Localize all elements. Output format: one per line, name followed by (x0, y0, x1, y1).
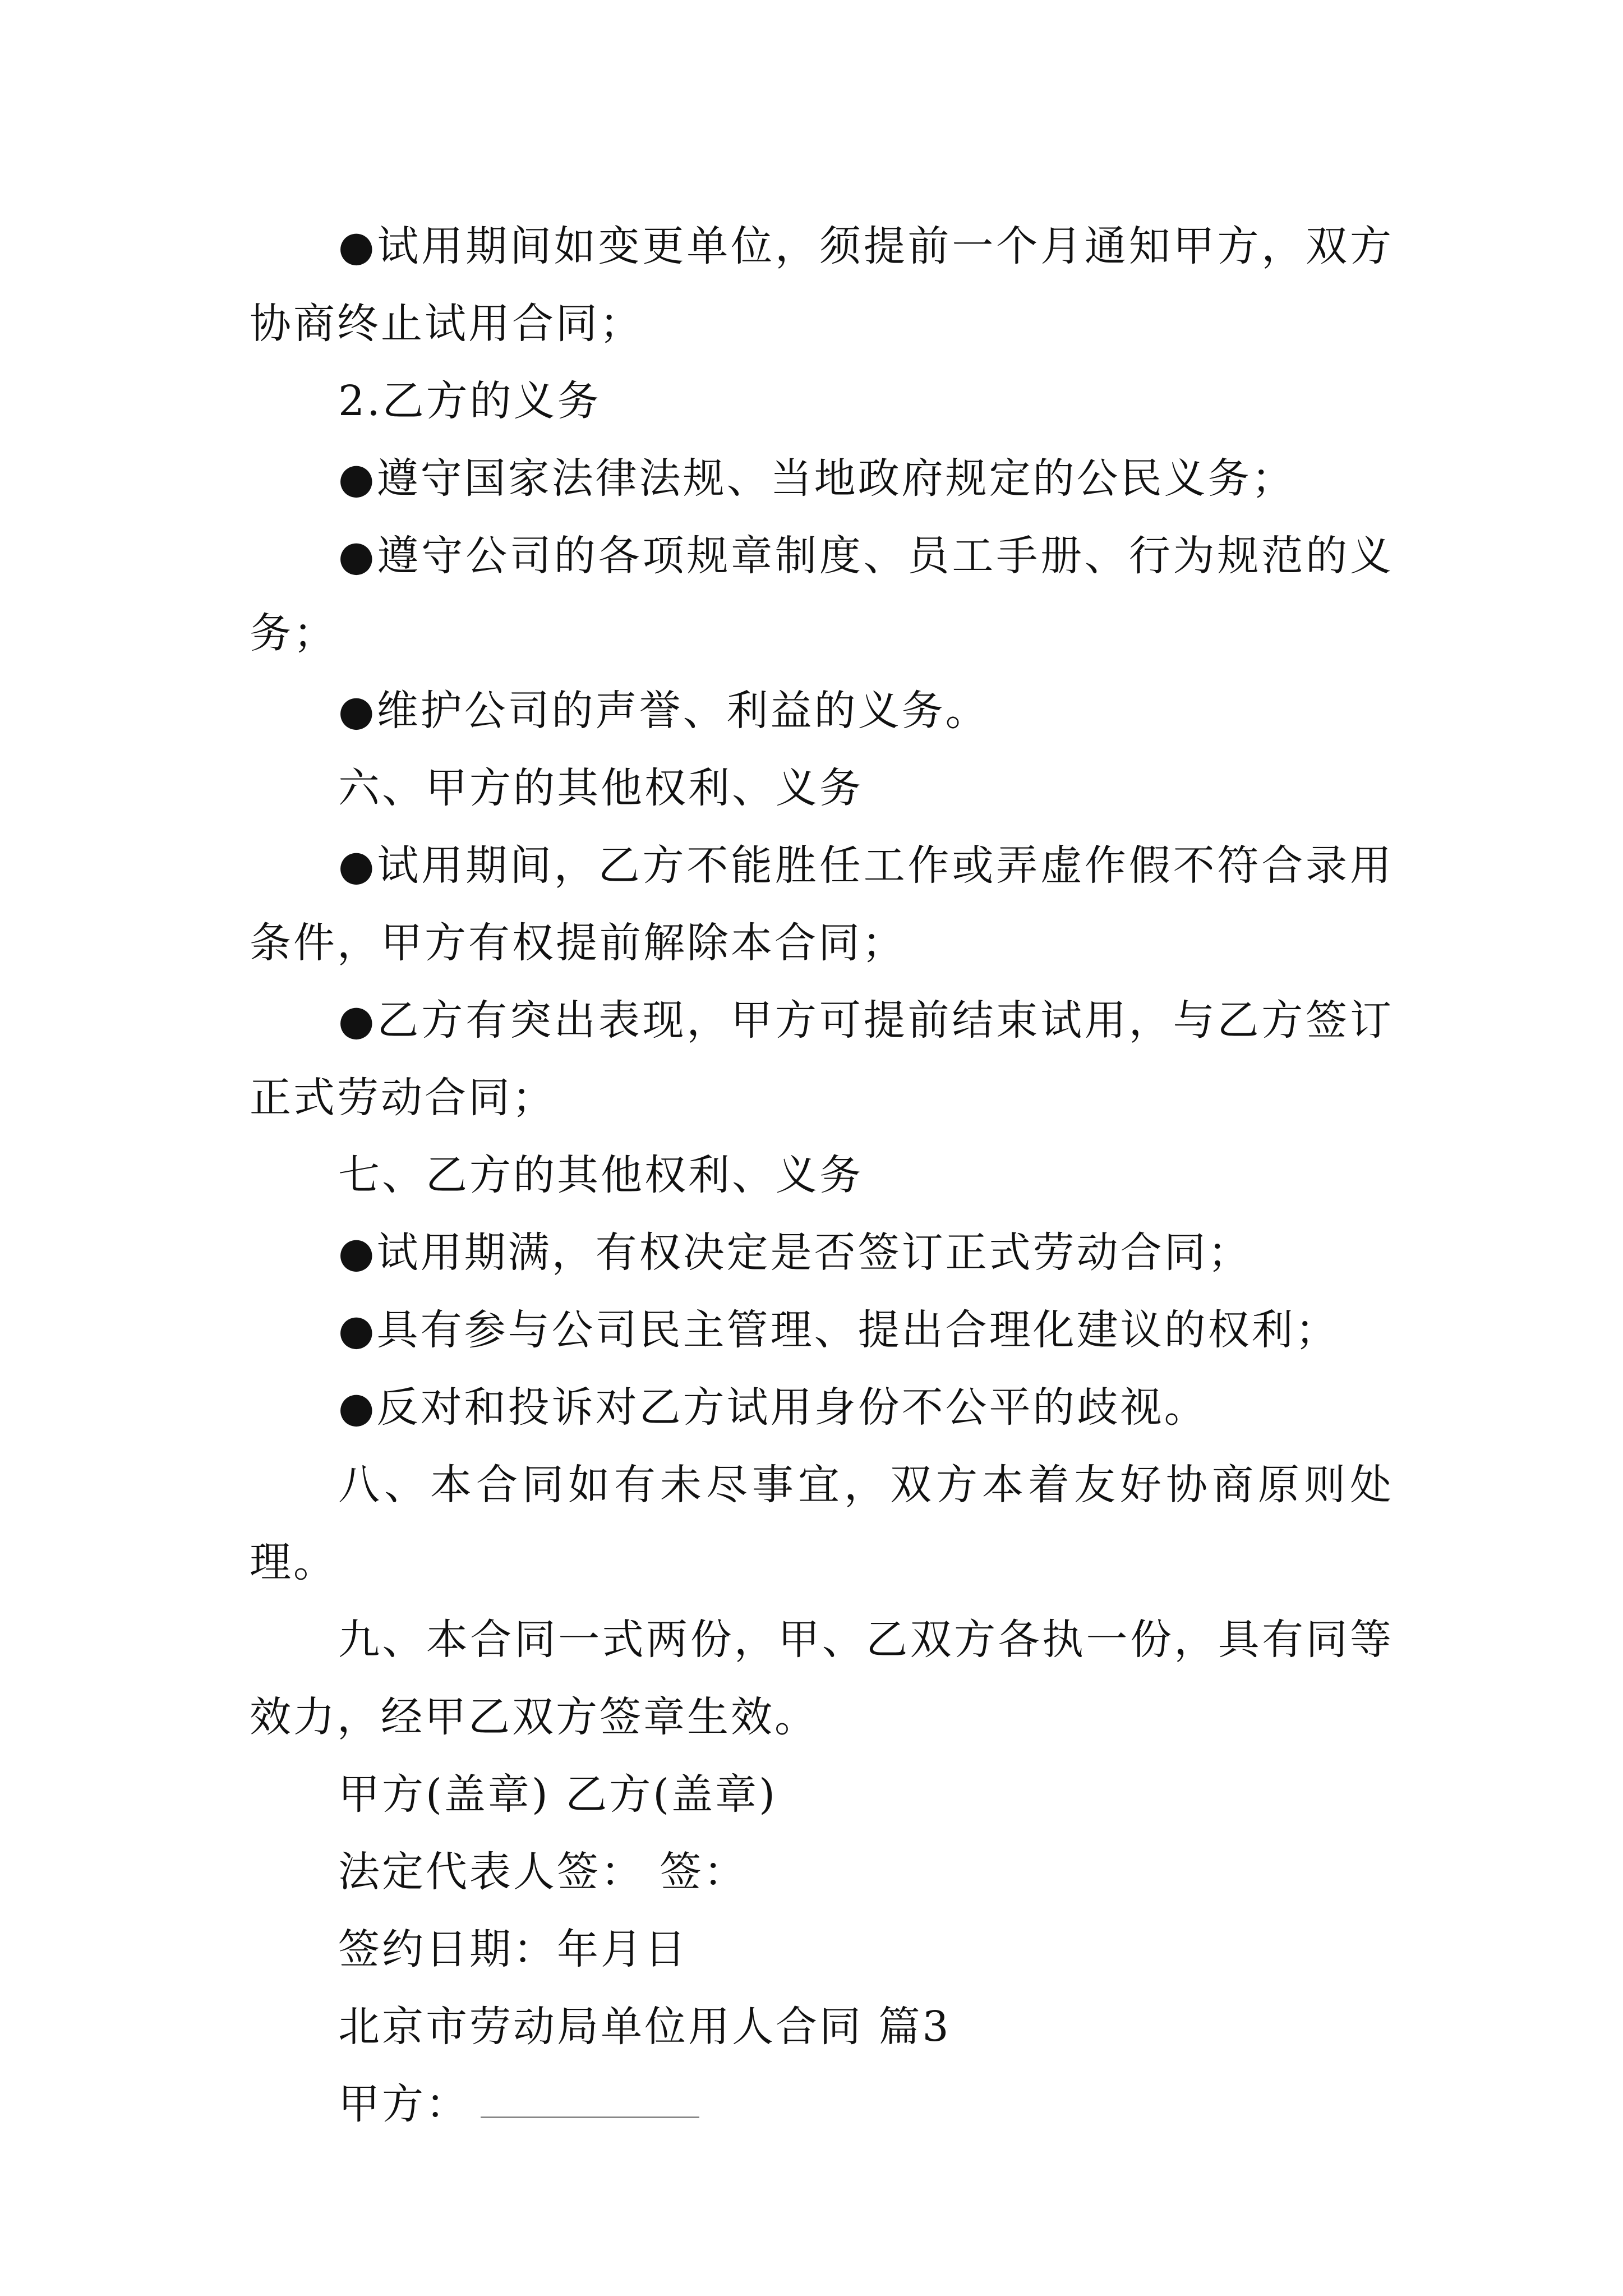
clause-participate-management: ●具有参与公司民主管理、提出合理化建议的权利； (338, 1306, 1339, 1354)
party-a-label: 甲方： (338, 2080, 469, 2128)
clause-obey-law: ●遵守国家法律法规、当地政府规定的公民义务； (338, 454, 1295, 503)
heading-section-7: 七、乙方的其他权利、义务 (338, 1151, 863, 1199)
clause-decide-formal-contract: ●试用期满，有权决定是否签订正式劳动合同； (338, 1228, 1252, 1277)
clause-terminate-contract: ●试用期间，乙方不能胜任工作或弄虚作假不符合录用条件，甲方有权提前解除本合同； (250, 841, 1394, 967)
signing-date-line: 签约日期：年月日 (338, 1925, 688, 1973)
clause-section-8: 八、本合同如有未尽事宜，双方本着友好协商原则处理。 (250, 1461, 1394, 1586)
heading-section-6: 六、甲方的其他权利、义务 (338, 764, 863, 812)
contract-3-title: 北京市劳动局单位用人合同 篇3 (338, 2003, 951, 2051)
clause-protect-reputation: ●维护公司的声誉、利益的义务。 (338, 687, 989, 735)
party-a-field (250, 2065, 1394, 2143)
clause-oppose-discrimination: ●反对和投诉对乙方试用身份不公平的歧视。 (338, 1383, 1208, 1432)
clause-section-9: 九、本合同一式两份，甲、乙双方各执一份，具有同等效力，经甲乙双方签章生效。 (250, 1616, 1394, 1741)
clause-obey-company-rules: ●遵守公司的各项规章制度、员工手册、行为规范的义务； (250, 532, 1394, 657)
signature-seal-line: 甲方(盖章) 乙方(盖章) (338, 1770, 778, 1819)
signature-representative-line: 法定代表人签： 签： (338, 1848, 748, 1896)
clause-change-employer: ●试用期间如变更单位，须提前一个月通知甲方，双方协商终止试用合同； (250, 222, 1394, 348)
heading-party-b-duties: 2.乙方的义务 (338, 377, 601, 425)
document-body (250, 208, 1394, 2143)
party-a-blank (481, 2114, 699, 2118)
clause-early-end-probation: ●乙方有突出表现，甲方可提前结束试用，与乙方签订正式劳动合同； (250, 996, 1394, 1122)
